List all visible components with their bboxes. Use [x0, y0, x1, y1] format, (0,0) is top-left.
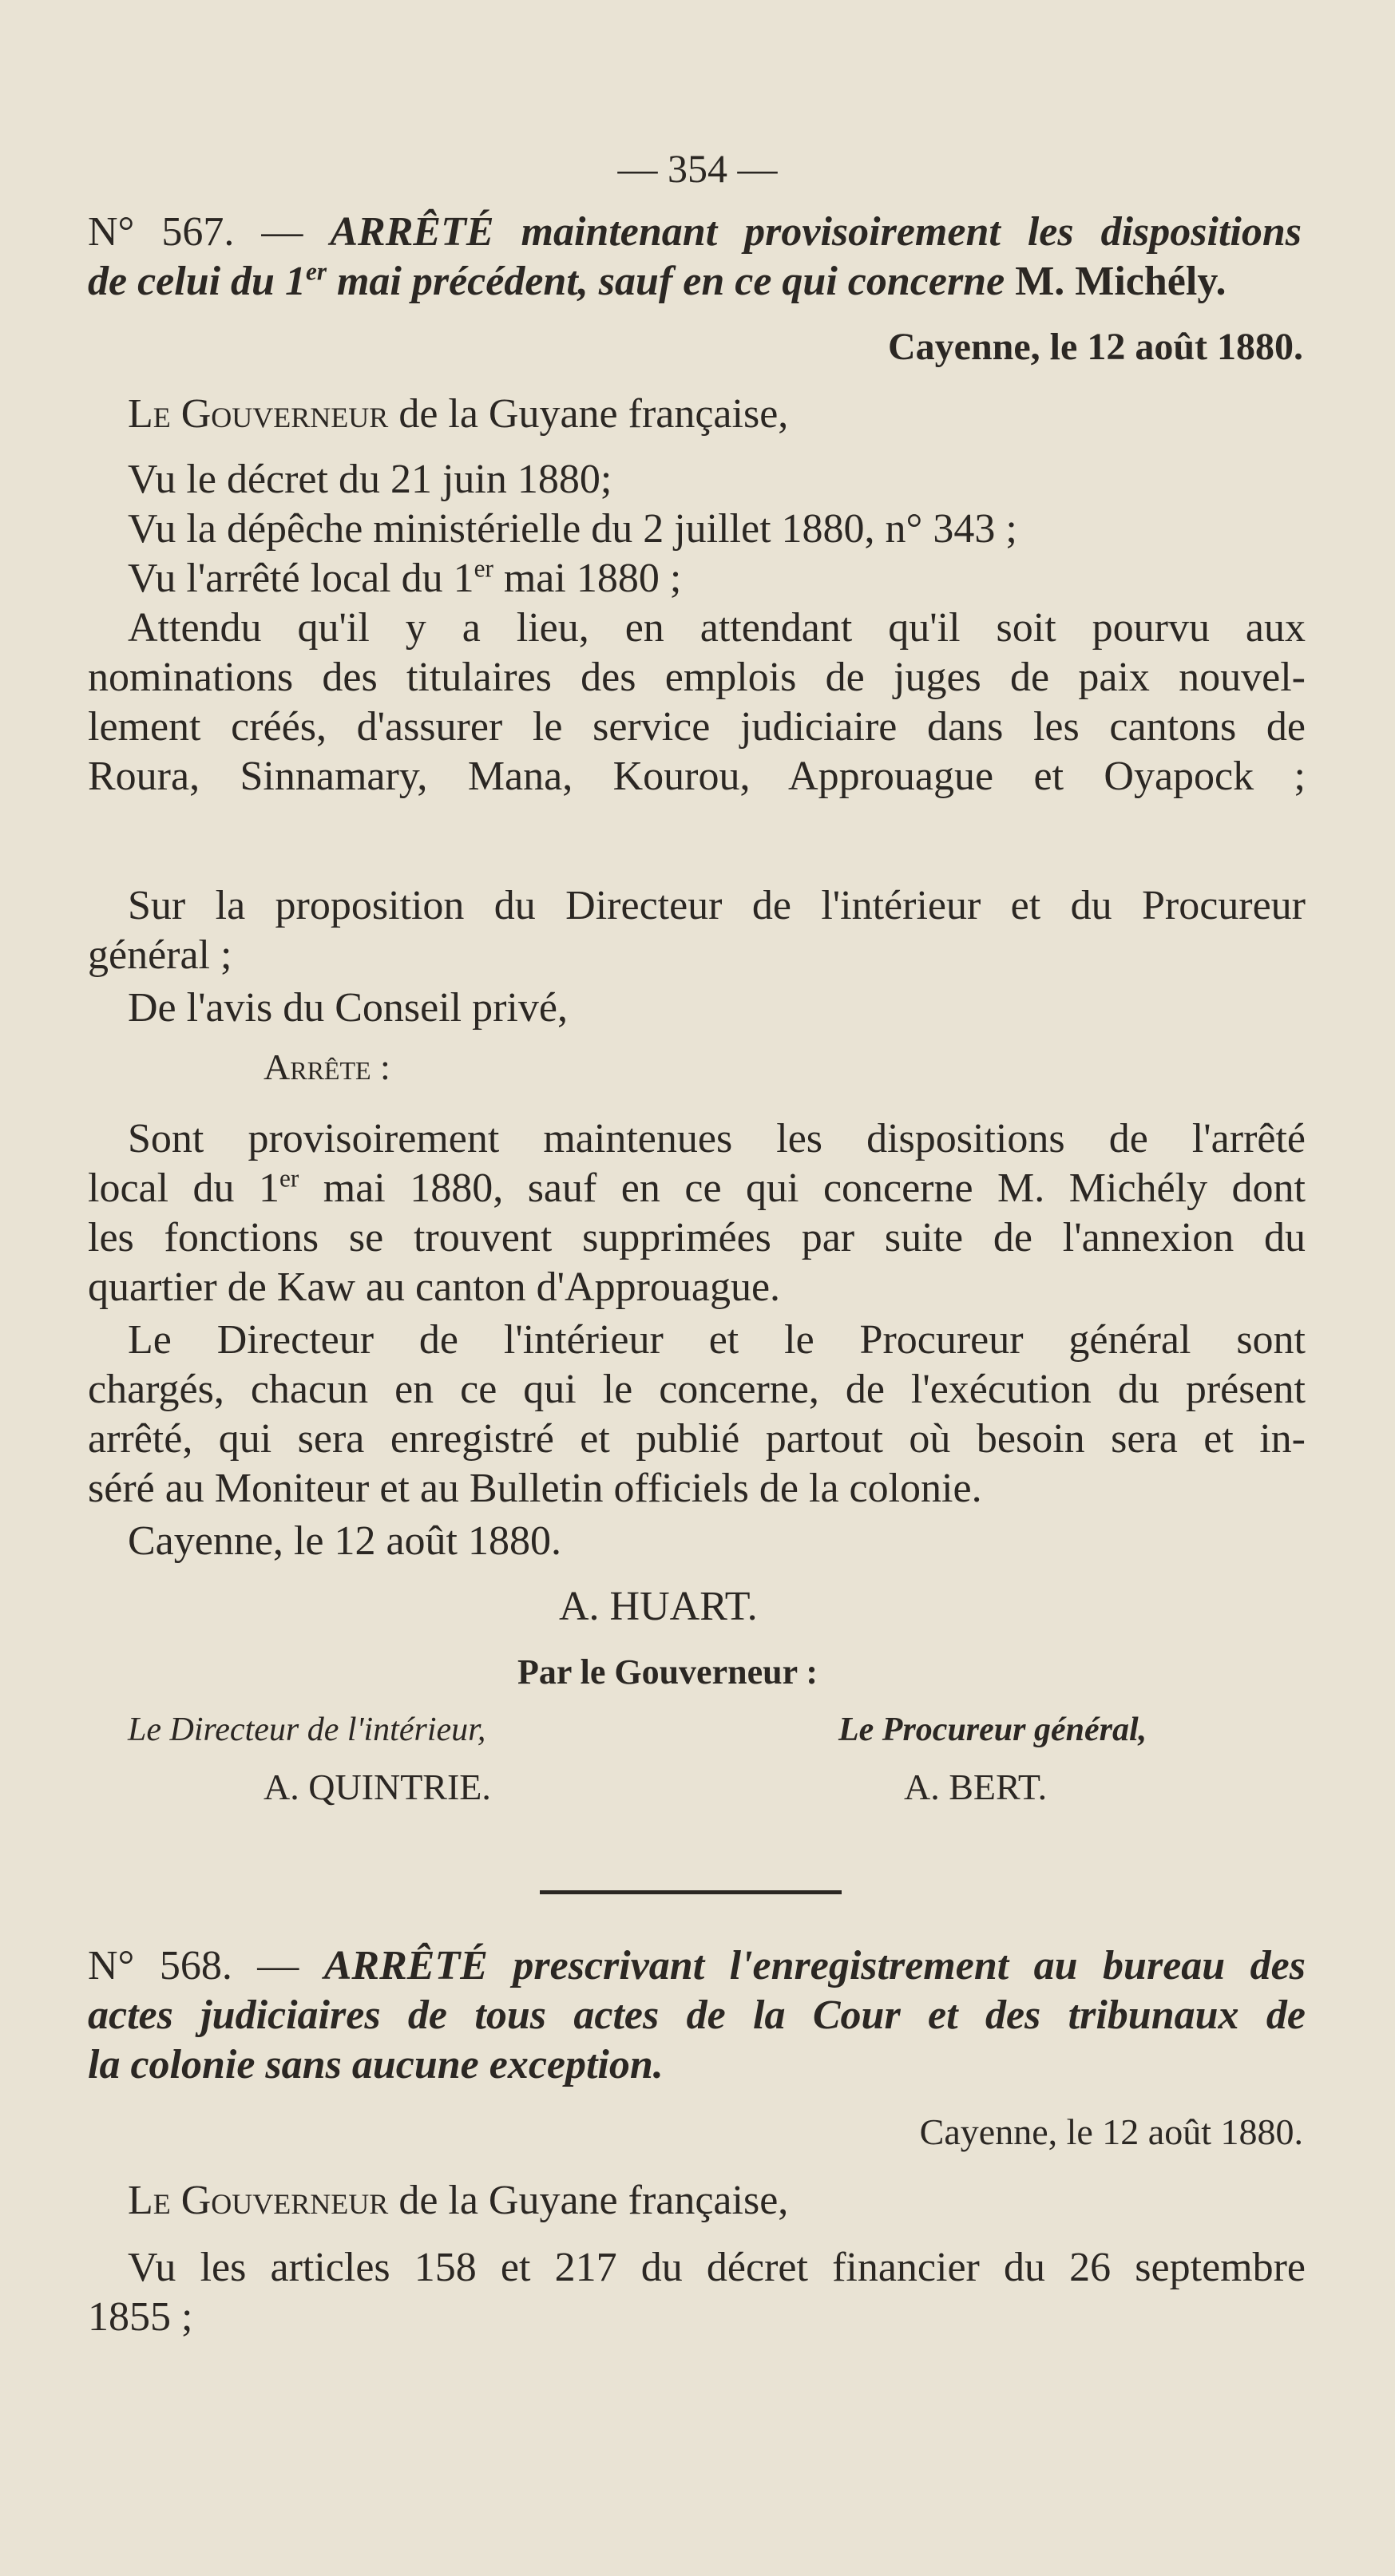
sont-line-1: Sont provisoirement maintenues les dispositions de l'arrêté: [128, 1116, 1306, 1161]
arrete-567-title-text: maintenant provisoirement les dispositions: [521, 209, 1302, 255]
arrete-568-gouverneur: [128, 2176, 788, 2226]
title-line-2-part-a: de celui du 1: [88, 259, 306, 304]
arrete-567-title-word: ARRÊTÉ: [330, 209, 494, 255]
page-number: — 354 —: [617, 146, 778, 191]
gouverneur-568-rest: de la Guyane française,: [388, 2178, 789, 2223]
closing-date: Cayenne, le 12 août 1880.: [128, 1518, 561, 1564]
attendu-line-1: Attendu qu'il y a lieu, en attendant qu'il soit pourvu aux: [128, 605, 1306, 651]
attendu-line-3: lement créés, d'assurer le service judiciaire dans les cantons de: [88, 704, 1306, 750]
par-le-gouverneur: Par le Gouverneur :: [517, 1652, 818, 1692]
left-signatory-title: Le Directeur de l'intérieur,: [128, 1711, 486, 1748]
arrete-567-title-line-2: [88, 257, 1226, 307]
left-signatory-name: A. QUINTRIE.: [264, 1767, 491, 1807]
arrete-568-title-line-3: la colonie sans aucune exception.: [88, 2042, 664, 2087]
sont-2-part-a: local du 1: [88, 1165, 280, 1211]
arrete-568-title-word: ARRÊTÉ: [323, 1943, 488, 1988]
right-signatory-title: Le Procureur général,: [838, 1711, 1147, 1748]
right-signatory-name: A. BERT.: [904, 1767, 1048, 1807]
vu-articles-line-1: Vu les articles 158 et 217 du décret financier du 26 septembre: [128, 2245, 1306, 2290]
vu-articles-line-2: 1855 ;: [88, 2294, 193, 2340]
vu-arrete-local: [128, 554, 681, 603]
sur-proposition-line-2: général ;: [88, 932, 232, 978]
attendu-line-2: nominations des titulaires des emplois de juges de paix nouvel-: [88, 655, 1306, 700]
sont-line-4: quartier de Kaw au canton d'Approuague.: [88, 1264, 781, 1310]
arrete-568-title-text: prescrivant l'enregistrement au bureau des: [513, 1943, 1306, 1988]
arrete-568-dateline: Cayenne, le 12 août 1880.: [919, 2111, 1303, 2152]
vu-3-sup: er: [474, 554, 493, 583]
section-divider: [540, 1890, 842, 1894]
sont-line-3: les fonctions se trouvent supprimées par suite de l'annexion du: [88, 1215, 1306, 1260]
arrete-567-dateline: Cayenne, le 12 août 1880.: [888, 326, 1303, 368]
vu-decret: Vu le décret du 21 juin 1880;: [128, 457, 612, 502]
arrete-568-title-line-2: actes judiciaires de tous actes de la Cour et des tribunaux de: [88, 1992, 1306, 2038]
attendu-line-4: Roura, Sinnamary, Mana, Kourou, Approuague et Oyapock ;: [88, 754, 1306, 799]
gouverneur-568-small-caps: Le Gouverneur: [128, 2178, 389, 2223]
arrete-567-gouverneur: [128, 390, 788, 439]
vu-3-part-b: mai 1880 ;: [493, 556, 682, 601]
arrete-568-number: N° 568. —: [88, 1943, 299, 1988]
title-line-2-part-c: M. Michély.: [1005, 259, 1227, 304]
gouverneur-small-caps: Le Gouverneur: [128, 391, 389, 437]
directeur-line-3: arrêté, qui sera enregistré et publié partout où besoin sera et in-: [88, 1416, 1306, 1462]
arrete-568-title-line-1: [88, 1941, 1306, 1991]
sur-proposition-line-1: Sur la proposition du Directeur de l'intérieur et du Procureur: [128, 883, 1306, 928]
avis-conseil: De l'avis du Conseil privé,: [128, 985, 568, 1031]
gouverneur-rest: de la Guyane française,: [388, 391, 789, 437]
sont-2-part-b: mai 1880, sauf en ce qui concerne M. Michély dont: [299, 1165, 1306, 1211]
directeur-line-4: séré au Moniteur et au Bulletin officiels de la colonie.: [88, 1466, 982, 1511]
sont-2-sup: er: [279, 1164, 299, 1193]
title-line-2-part-b: mai précédent, sauf en ce qui concerne: [326, 259, 1005, 304]
arrete-567-number: N° 567. —: [88, 209, 303, 255]
vu-3-part-a: Vu l'arrêté local du 1: [128, 556, 474, 601]
arrete-heading: Arrête :: [264, 1047, 390, 1087]
title-line-2-sup: er: [305, 257, 327, 286]
signature-huart: A. HUART.: [559, 1584, 758, 1629]
directeur-line-1: Le Directeur de l'intérieur et le Procureur général sont: [128, 1317, 1306, 1363]
vu-depeche: Vu la dépêche ministérielle du 2 juillet 1880, n° 343 ;: [128, 506, 1017, 552]
arrete-567-title-line-1: [88, 208, 1302, 257]
sont-line-2: [88, 1164, 1306, 1213]
directeur-line-2: chargés, chacun en ce qui le concerne, de l'exécution du présent: [88, 1367, 1306, 1412]
